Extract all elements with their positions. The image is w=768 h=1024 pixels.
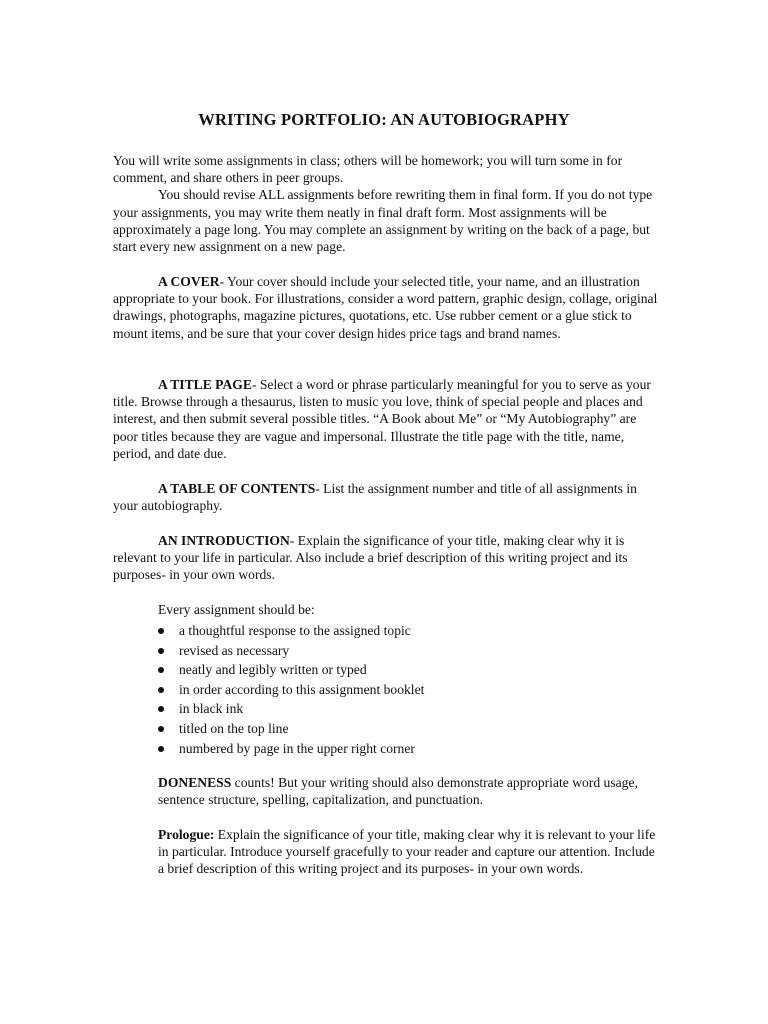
prologue-paragraph (158, 826, 658, 878)
requirements-item-text: titled on the top line (179, 720, 289, 736)
bullet-icon (158, 726, 164, 732)
requirements-block (158, 601, 638, 758)
toc-label: A TABLE OF CONTENTS (158, 481, 316, 496)
doneness-text: counts! But your writing should also demonstrate appropriate word usage, sentence structure, spelling, capitalization, and punctuation. (158, 775, 638, 808)
requirements-item-text: a thoughtful response to the assigned topic (179, 623, 411, 638)
requirements-item-text: in black ink (179, 701, 244, 717)
prologue-text: Explain the significance of your title, making clear why it is relevant to your life in particular. Introduce yourself gracefully to your reader and capture our attention. Include a brief description of this writing project and its purposes- in your own words. (158, 827, 656, 877)
cover-text: - Your cover should include your selected title, your name, and an illustration appropriate to your book. For illustrations, consider a word pattern, graphic design, collage, original drawings, photographs, magazine pictures, quotations, etc. Use rubber cement or a glue stick to mount items, and be sure that your cover design hides price tags and brand names. (113, 274, 658, 341)
toc-paragraph (113, 480, 658, 514)
requirements-item-text: numbered by page in the upper right corner (179, 740, 415, 756)
bullet-icon (158, 628, 164, 634)
title-page-label: A TITLE PAGE (158, 377, 252, 392)
requirements-item-text: revised as necessary (179, 642, 290, 658)
title-page-text: - Select a word or phrase particularly meaningful for you to serve as your title. Browse through a thesaurus, listen to music you love, think of special people and places and interest, and then submit several possible titles. “A Book about Me” or “My Autobiography” are poor titles because they are vague and impersonal. Illustrate the title page with the title, name, period, and date due. (113, 377, 651, 461)
doneness-label: DONENESS (158, 775, 232, 790)
requirements-list-item (158, 739, 638, 759)
requirements-item-text: in order according to this assignment booklet (179, 681, 425, 697)
bullet-icon (158, 648, 164, 654)
bullet-icon (158, 667, 164, 673)
title-page-paragraph (113, 376, 658, 462)
bullet-icon (158, 746, 164, 752)
bullet-icon (158, 687, 164, 693)
cover-label: A COVER (158, 274, 220, 289)
cover-paragraph (113, 273, 658, 342)
bullet-icon (158, 706, 164, 712)
requirements-list-item (158, 680, 638, 700)
requirements-list-item (158, 699, 638, 719)
doneness-paragraph (158, 774, 658, 808)
requirements-list-item (158, 641, 638, 661)
intro-text-1: You will write some assignments in class; others will be homework; you will turn some in for comment, and share others in peer groups. (113, 153, 623, 186)
introduction-label: AN INTRODUCTION (158, 533, 290, 548)
prologue-label: Prologue: (158, 827, 215, 842)
requirements-list-item (158, 660, 638, 680)
intro-paragraph (113, 152, 658, 255)
requirements-intro: Every assignment should be: (158, 602, 315, 617)
requirements-list-item (158, 621, 638, 641)
introduction-paragraph (113, 532, 658, 584)
intro-text-2: You should revise ALL assignments before rewriting them in final form. If you do not type your assignments, you may write them neatly in final draft form. Most assignments will be approximately a page long. You may complete an assignment by writing on the back of a page, but start every new assignment on a new page. (113, 187, 653, 255)
introduction-text: - Explain the significance of your title, making clear why it is relevant to your life in particular. Also include a brief description of this writing project and its purposes- in your own words. (113, 533, 628, 583)
requirements-item-text: neatly and legibly written or typed (179, 662, 367, 678)
requirements-list-item (158, 719, 638, 739)
toc-text: - List the assignment number and title of all assignments in your autobiography. (113, 481, 637, 514)
requirements-list (158, 621, 638, 758)
page-title: WRITING PORTFOLIO: AN AUTOBIOGRAPHY (198, 110, 570, 129)
